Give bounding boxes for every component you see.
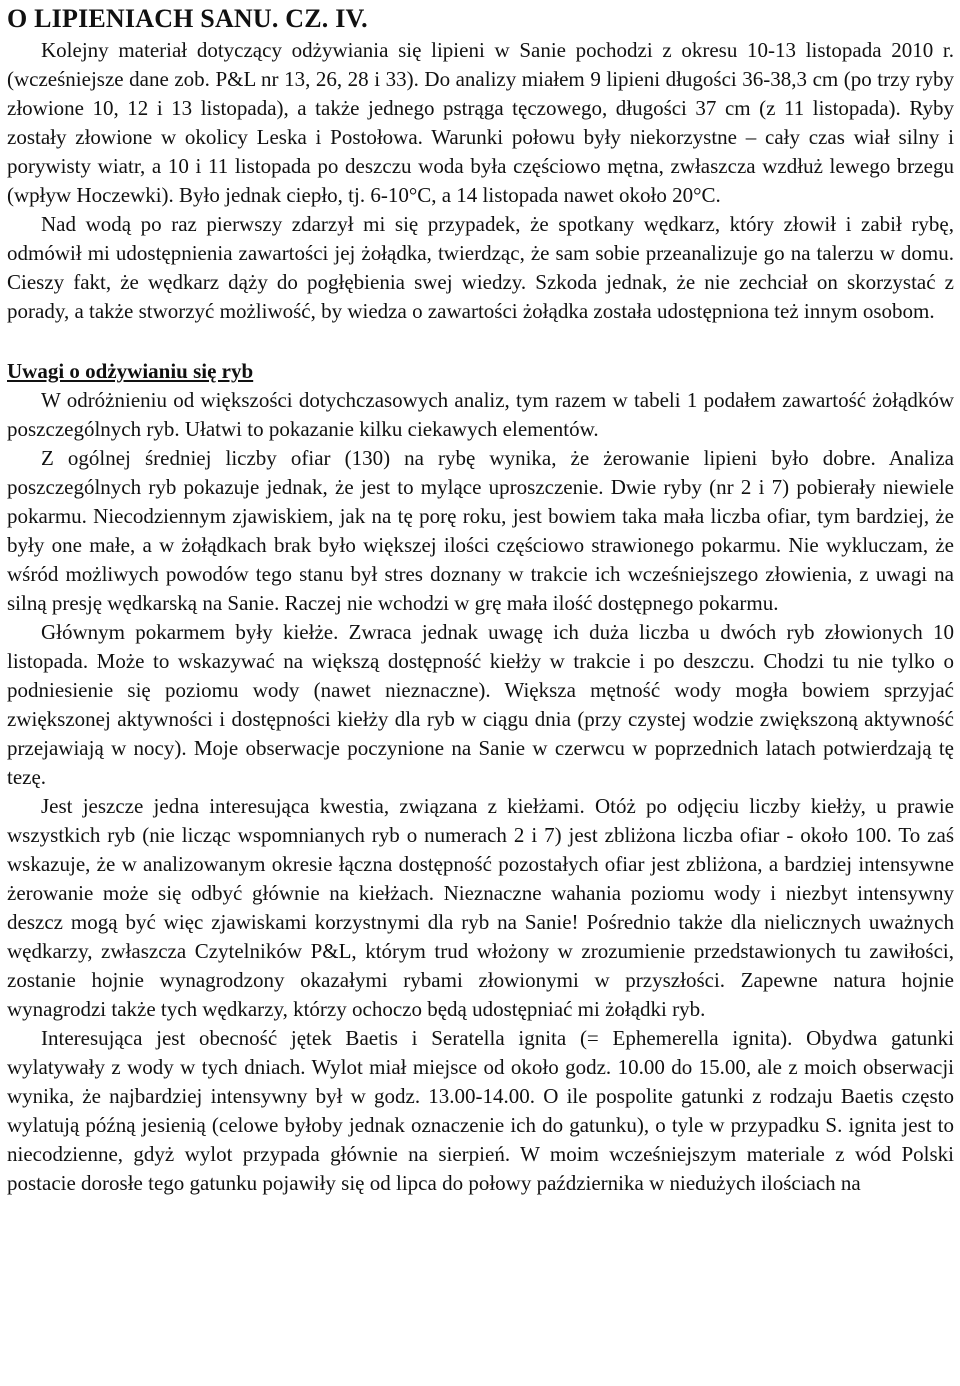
- intro-paragraph-1: Kolejny materiał dotyczący odżywiania się lipieni w Sanie pochodzi z okresu 10-13 listopada 2010 r. (wcześniejsze dane zob. P&L nr 13, 26, 28 i 33). Do analizy miałem 9 lipieni długości 36-38,3 cm (po trzy ryby złowione 10, 12 i 13 listopada), a także jednego pstrąga tęczowego, długości 37 cm (z 11 listopada). Ryby zostały złowione w okolicy Leska i Postołowa. Warunki połowu były niekorzystne – cały czas wiał silny i porywisty wiatr, a 10 i 11 listopada po deszczu woda była częściowo mętna, zwłaszcza wzdłuż lewego brzegu (wpływ Hoczewki). Było jednak ciepło, tj. 6-10°C, a 14 listopada nawet około 20°C.: [7, 38, 954, 207]
- section-paragraph-4: Jest jeszcze jedna interesująca kwestia, związana z kiełżami. Otóż po odjęciu liczby kiełży, u prawie wszystkich ryb (nie licząc wspomnianych ryb o numerach 2 i 7) jest zbliżona liczba ofiar - około 100. To zaś wskazuje, że w analizowanym okresie łączna dostępność pozostałych ofiar jest zbliżona, a bardziej intensywne żerowanie może się odbyć głównie na kiełżach. Nieznaczne wahania poziomu wody i niezbyt intensywny deszcz mogą być więc zjawiskami korzystnymi dla ryb na Sanie! Pośrednio także dla nielicznych uważnych wędkarzy, zwłaszcza Czytelników P&L, którym trud włożony w zrozumienie przedstawionych tu zawiłości, zostanie hojnie wynagrodzony okazałymi rybami złowionymi w przyszłości. Zapewne natura hojnie wynagrodzi także tych wędkarzy, którzy ochoczo będą udostępniać mi żołądki ryb.: [7, 794, 954, 1021]
- section-paragraph-5: Interesująca jest obecność jętek Baetis i Seratella ignita (= Ephemerella ignita). Obydwa gatunki wylatywały z wody w tych dniach. Wylot miał miejsce od około godz. 10.00 do 15.00, ale z moich obserwacji wynika, że najbardziej intensywny był w godz. 13.00-14.00. O ile pospolite gatunki z rodzaju Baetis często wylatują późną jesienią (celowe byłoby jednak oznaczenie ich do gatunku), o tyle w przypadku S. ignita jest to niecodzienne, gdyż wylot przypada głównie na sierpień. W moim wcześniejszym materiale z wód Polski postacie dorosłe tego gatunku pojawiły się od lipca do połowy października w niedużych ilościach na: [7, 1026, 954, 1195]
- section-paragraph-3: Głównym pokarmem były kiełże. Zwraca jednak uwagę ich duża liczba u dwóch ryb złowionych 10 listopada. Może to wskazywać na większą dostępność kiełży w trakcie i po deszczu. Chodzi tu nie tylko o podniesienie się poziomu wody (nawet nieznaczne). Większa mętność wody mogła bowiem sprzyjać zwiększonej aktywności i dostępności kiełży dla ryb w ciągu dnia (przy czystej wodzie zwiększoną aktywność przejawiają w nocy). Moje obserwacje poczynione na Sanie w czerwcu w poprzednich latach potwierdzają tę tezę.: [7, 620, 954, 789]
- section-paragraph-1: W odróżnieniu od większości dotychczasowych analiz, tym razem w tabeli 1 podałem zawartość żołądków poszczególnych ryb. Ułatwi to pokazanie kilku ciekawych elementów.: [7, 388, 954, 441]
- section-spacer: [7, 326, 954, 357]
- article-title: O LIPIENIACH SANU. CZ. IV.: [7, 4, 368, 33]
- section-heading: Uwagi o odżywianiu się ryb: [7, 359, 254, 383]
- section-paragraph-2: Z ogólnej średniej liczby ofiar (130) na rybę wynika, że żerowanie lipieni było dobre. Analiza poszczególnych ryb pokazuje jednak, że jest to mylące uproszczenie. Dwie ryby (nr 2 i 7) pobierały niewiele pokarmu. Niecodziennym zjawiskiem, jak na tę porę roku, jest bowiem taka mała liczba ofiar, tym bardziej, że były one małe, a w żołądkach brak było większej ilości częściowo strawionego pokarmu. Nie wykluczam, że wśród możliwych powodów tego stanu był stres doznany w trakcie ich wcześniejszego złowienia, z uwagi na silną presję wędkarską na Sanie. Raczej nie wchodzi w grę mała ilość dostępnego pokarmu.: [7, 446, 954, 615]
- intro-paragraph-2: Nad wodą po raz pierwszy zdarzył mi się przypadek, że spotkany wędkarz, który złowił i zabił rybę, odmówił mi udostępnienia zawartości jej żołądka, twierdząc, że sam sobie przeanalizuje go na talerzu w domu. Cieszy fakt, że wędkarz dąży do pogłębienia swej wiedzy. Szkoda jednak, że nie zechciał on skorzystać z porady, a także stworzyć możliwość, by wiedza o zawartości żołądka została udostępniona też innym osobom.: [7, 212, 954, 323]
